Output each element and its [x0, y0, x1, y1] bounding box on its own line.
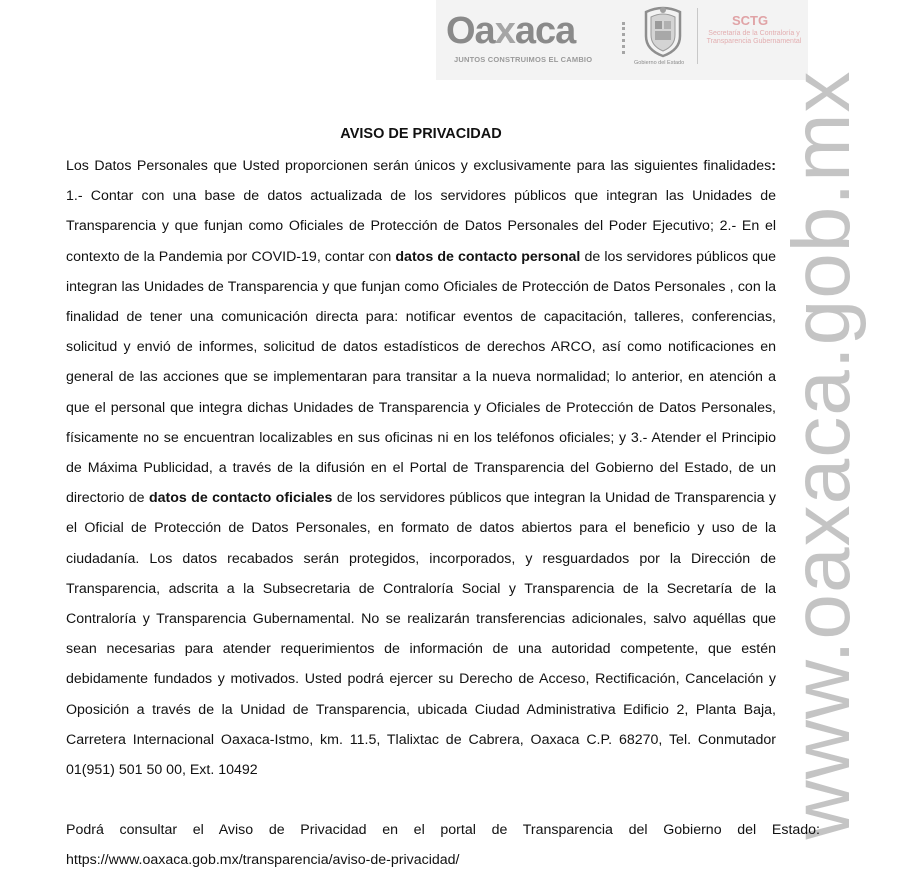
logo-divider	[697, 8, 698, 64]
header-logo-banner	[436, 0, 808, 80]
reference-paragraph	[66, 815, 820, 875]
bold-official-contact: datos de contacto oficiales	[148, 490, 333, 507]
privacy-notice-url[interactable]: https://www.oaxaca.gob.mx/transparencia/aviso-de-privacidad/	[66, 852, 460, 869]
sctg-name: Secretaría de la Contraloría y Transparencia Gubernamental	[706, 30, 802, 45]
document-title: AVISO DE PRIVACIDAD	[340, 126, 502, 142]
sctg-logo: SCTG	[732, 13, 769, 28]
logo-slogan: JUNTOS CONSTRUIMOS EL CAMBIO	[454, 55, 593, 64]
seal-caption: Gobierno del Estado	[634, 60, 685, 66]
state-seal-icon	[640, 6, 686, 58]
bold-personal-contact: datos de contacto personal	[395, 248, 581, 265]
reference-text: Podrá consultar el Aviso de Privacidad en el portal de Transparencia del Gobierno del Estado:	[66, 822, 820, 838]
body-text-1: Los Datos Personales que Usted proporcionen serán únicos y exclusivamente para las siguientes finalidades	[66, 158, 772, 174]
body-text-2: 1.- Contar con una base de datos actualizada de los servidores públicos que integran las Unidades de Transparencia y que funjan como Oficiales de Protección de Datos Personales del Poder Ejecutivo; 2.- En el contexto de la Pandemia por COVID-19, contar con	[66, 188, 776, 265]
body-text-3: de los servidores públicos que integran las Unidades de Transparencia y que funjan como Oficiales de Protección de Datos Personales , con la finalidad de tener una comunicación directa para: notificar eventos de capacitación, talleres, conferencias, solicitud y envió de informes, solicitud de datos estadísticos de derechos ARCO, así como notificaciones en general de las acciones que se implementaran para transitar a la nueva normalidad; lo anterior, en atención a que el personal que integra dichas Unidades de Transparencia y Oficiales de Protección de Datos Personales, físicamente no se encuentran localizables en sus oficinas ni en los teléfonos oficiales; y 3.- Atender el Principio de Máxima Publicidad, a través de la difusión en el Portal de Transparencia del Gobierno del Estado, de un directorio de	[66, 248, 776, 507]
body-text-4: de los servidores públicos que integran la Unidad de Transparencia y el Oficial de Protección de Datos Personales, en formato de datos abiertos para el beneficio y uso de la ciudadanía. Los datos recabados serán protegidos, incorporados, y resguardados por la Dirección de Transparencia, adscrita a la Subsecretaria de Contraloría Social y Transparencia de la Secretaría de la Contraloría y Transparencia Gubernamental. No se realizarán transferencias adicionales, salvo aquéllas que sean necesarias para atender requerimientos de información de una autoridad competente, que estén debidamente fundados y motivados. Usted podrá ejercer su Derecho de Acceso, Rectificación, Cancelación y Oposición a través de la Unidad de Transparencia, ubicada Ciudad Administrativa Edificio 2, Planta Baja, Carretera Internacional Oaxaca-Istmo, km. 11.5, Tlalixtac de Cabrera, Oaxaca C.P. 68270, Tel. Conmutador 01(951) 501 50 00, Ext. 10492	[66, 490, 776, 779]
oaxaca-logo: Oaxaca	[446, 10, 576, 52]
body-colon: :	[771, 158, 776, 174]
logo-separator	[622, 22, 628, 54]
privacy-notice-body	[66, 151, 776, 785]
website-watermark: www.oaxaca.gob.mx	[776, 70, 867, 840]
